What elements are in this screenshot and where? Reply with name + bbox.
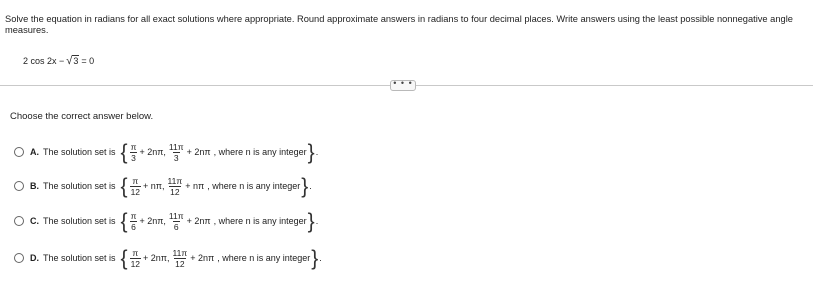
right-brace-icon: } bbox=[307, 209, 315, 233]
fraction bbox=[167, 176, 184, 197]
answer-prompt: Choose the correct answer below. bbox=[10, 111, 154, 122]
fraction bbox=[168, 142, 185, 163]
radical-sign-icon: √ bbox=[66, 55, 73, 67]
option-tail-text: , where n is any integer bbox=[207, 181, 301, 191]
numerator: 11π bbox=[168, 141, 184, 152]
right-brace-icon: } bbox=[307, 140, 315, 164]
option-tail-text: , where n is any integer bbox=[217, 253, 311, 263]
radio-button-d[interactable] bbox=[14, 253, 24, 263]
option-letter: B. bbox=[30, 181, 39, 191]
denominator: 12 bbox=[130, 186, 141, 197]
equation-lhs: 2 cos 2x − bbox=[23, 55, 65, 66]
term: + 2nπ bbox=[186, 147, 211, 157]
option-letter: A. bbox=[30, 147, 39, 157]
fraction bbox=[172, 248, 189, 269]
left-brace-icon: { bbox=[120, 246, 128, 270]
fraction bbox=[130, 142, 138, 163]
numerator: π bbox=[132, 247, 139, 258]
option-lead-text: The solution set is bbox=[43, 216, 116, 226]
option-lead-text: The solution set is bbox=[43, 253, 116, 263]
problem-equation bbox=[23, 55, 94, 66]
left-brace-icon: { bbox=[120, 140, 128, 164]
denominator: 6 bbox=[173, 221, 179, 232]
denominator: 12 bbox=[175, 258, 185, 269]
radicand: 3 bbox=[73, 56, 79, 66]
term: + nπ bbox=[185, 181, 205, 191]
period: . bbox=[315, 147, 319, 157]
right-brace-icon: } bbox=[311, 246, 319, 270]
term: + 2nπ bbox=[186, 216, 211, 226]
radio-button-c[interactable] bbox=[14, 216, 24, 226]
period: . bbox=[309, 181, 312, 191]
fraction bbox=[168, 211, 185, 232]
option-tail-text: , where n is any integer bbox=[213, 216, 307, 226]
square-root bbox=[66, 55, 79, 66]
answer-option-d[interactable] bbox=[14, 246, 322, 270]
term: + 2nπ, bbox=[139, 147, 166, 157]
period: . bbox=[319, 253, 322, 263]
answer-option-c[interactable] bbox=[14, 209, 318, 233]
denominator: 12 bbox=[130, 258, 141, 269]
fraction bbox=[130, 176, 141, 197]
numerator: π bbox=[130, 141, 137, 152]
numerator: π bbox=[130, 210, 137, 221]
term: + nπ, bbox=[143, 181, 165, 191]
option-letter: D. bbox=[30, 253, 39, 263]
answer-option-b[interactable] bbox=[14, 174, 312, 198]
more-options-button[interactable]: • • • bbox=[390, 80, 416, 91]
denominator: 6 bbox=[131, 221, 136, 232]
term: + 2nπ, bbox=[139, 216, 166, 226]
left-brace-icon: { bbox=[120, 174, 128, 198]
denominator: 12 bbox=[170, 186, 180, 197]
left-brace-icon: { bbox=[120, 209, 128, 233]
fraction bbox=[130, 248, 141, 269]
term: + 2nπ bbox=[190, 253, 215, 263]
equation-rhs: = 0 bbox=[81, 55, 95, 66]
denominator: 3 bbox=[131, 152, 136, 163]
option-lead-text: The solution set is bbox=[43, 181, 116, 191]
radio-button-a[interactable] bbox=[14, 147, 24, 157]
numerator: π bbox=[132, 175, 139, 186]
numerator: 11π bbox=[168, 210, 184, 221]
right-brace-icon: } bbox=[301, 174, 309, 198]
denominator: 3 bbox=[173, 152, 179, 163]
answer-option-a[interactable] bbox=[14, 140, 318, 164]
term: + 2nπ, bbox=[143, 253, 170, 263]
problem-instructions: Solve the equation in radians for all exact solutions where appropriate. Round approximate answers in radians to four decimal places. Write answers using the least possible nonnegative angle measures. bbox=[5, 14, 793, 35]
period: . bbox=[315, 216, 319, 226]
numerator: 11π bbox=[172, 247, 188, 258]
option-letter: C. bbox=[30, 216, 39, 226]
numerator: 11π bbox=[167, 175, 183, 186]
fraction bbox=[130, 211, 138, 232]
option-tail-text: , where n is any integer bbox=[213, 147, 307, 157]
radio-button-b[interactable] bbox=[14, 181, 24, 191]
option-lead-text: The solution set is bbox=[43, 147, 116, 157]
